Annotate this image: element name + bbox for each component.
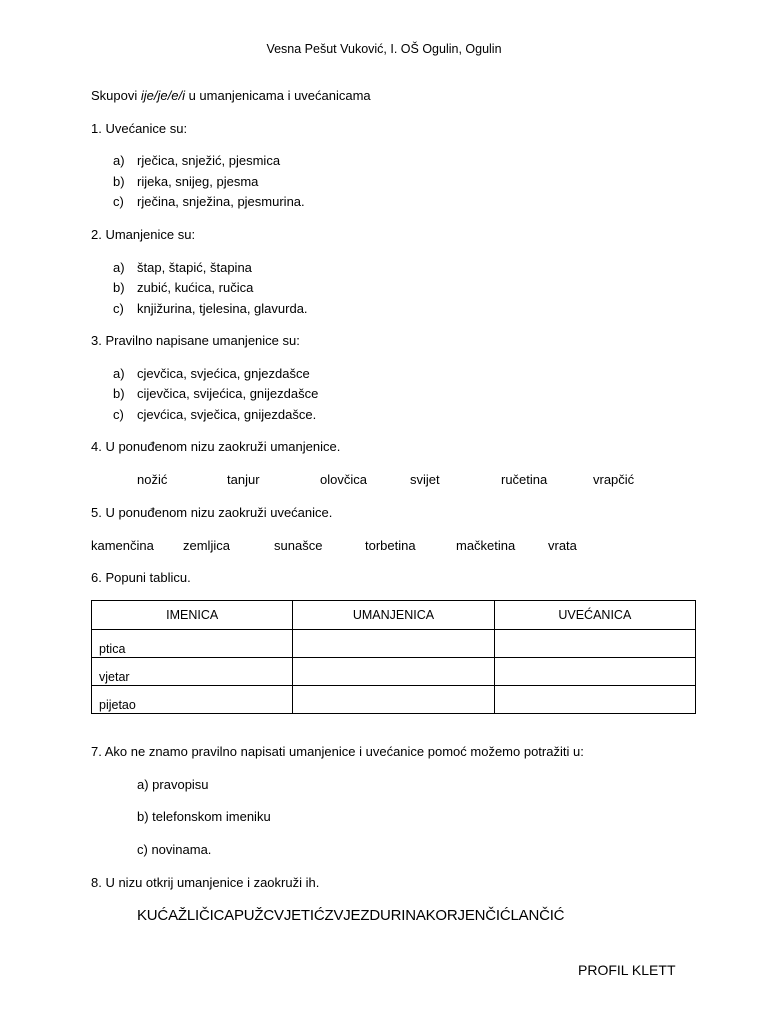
diminutive-cell[interactable]: [293, 686, 494, 714]
option-letter: a): [113, 366, 125, 381]
column-header-imenica: IMENICA: [92, 601, 293, 630]
option-letter: b): [113, 174, 125, 189]
option-text: rječica, snježić, pjesmica: [137, 153, 281, 168]
column-header-umanjenica: UMANJENICA: [293, 601, 494, 630]
title-prefix: Skupovi: [91, 88, 141, 103]
q2-option-c: [113, 301, 308, 316]
question-2: 2. Umanjenice su:: [91, 227, 196, 242]
option-letter: a): [113, 260, 125, 275]
table-header-row: [92, 601, 696, 630]
q3-option-b: [113, 386, 318, 401]
q7-option-c[interactable]: c) novinama.: [137, 842, 212, 857]
option-letter: c): [113, 407, 124, 422]
q5-word-row: [91, 538, 691, 556]
option-letter: a): [113, 153, 125, 168]
q5-word[interactable]: torbetina: [365, 538, 416, 553]
q2-option-b: [113, 280, 253, 295]
option-letter: b): [113, 280, 125, 295]
table-row: [92, 686, 696, 714]
q5-word[interactable]: mačketina: [456, 538, 516, 553]
option-letter: b): [113, 386, 125, 401]
question-3: 3. Pravilno napisane umanjenice su:: [91, 333, 300, 348]
q5-word[interactable]: kamenčina: [91, 538, 154, 553]
question-5: 5. U ponuđenom nizu zaokruži uvećanice.: [91, 505, 333, 520]
column-header-uvecanica: UVEĆANICA: [494, 601, 695, 630]
q5-word[interactable]: vrata: [548, 538, 577, 553]
q1-option-b: [113, 174, 258, 189]
question-8: 8. U nizu otkrij umanjenice i zaokruži ih.: [91, 875, 320, 890]
q1-option-a: [113, 153, 280, 168]
q4-word[interactable]: olovčica: [320, 472, 367, 487]
q1-option-c: [113, 194, 305, 209]
diminutive-cell[interactable]: [293, 658, 494, 686]
q4-word-row: [91, 472, 691, 490]
q4-word[interactable]: ručetina: [501, 472, 548, 487]
fill-in-table: [91, 600, 696, 714]
q7-option-a[interactable]: a) pravopisu: [137, 777, 209, 792]
noun-cell: vjetar: [92, 658, 293, 686]
q5-word[interactable]: sunašce: [274, 538, 323, 553]
question-7: 7. Ako ne znamo pravilno napisati umanjenice i uvećanice pomoć možemo potražiti u:: [91, 744, 584, 759]
letter-sequence[interactable]: KUĆAŽLIČICAPUŽCVJETIĆZVJEZDURINAKORJENČIĆLANČIĆ: [137, 907, 565, 924]
q3-option-a: [113, 366, 310, 381]
table-row: [92, 630, 696, 658]
page-header: Vesna Pešut Vuković, I. OŠ Ogulin, Ogulin: [266, 42, 502, 56]
diminutive-cell[interactable]: [293, 630, 494, 658]
option-text: knjižurina, tjelesina, glavurda.: [137, 301, 308, 316]
question-6: 6. Popuni tablicu.: [91, 570, 191, 585]
q2-option-a: [113, 260, 252, 275]
table-row: [92, 658, 696, 686]
option-text: cijevčica, svijećica, gnijezdašce: [137, 386, 319, 401]
augmentative-cell[interactable]: [494, 658, 695, 686]
q5-word[interactable]: zemljica: [183, 538, 230, 553]
option-text: zubić, kućica, ručica: [137, 280, 254, 295]
noun-cell: ptica: [92, 630, 293, 658]
title-suffix: u umanjenicama i uvećanicama: [184, 88, 371, 103]
q4-word[interactable]: svijet: [410, 472, 440, 487]
option-text: štap, štapić, štapina: [137, 260, 252, 275]
q4-word[interactable]: nožić: [137, 472, 168, 487]
augmentative-cell[interactable]: [494, 686, 695, 714]
option-text: rijeka, snijeg, pjesma: [137, 174, 259, 189]
question-4: 4. U ponuđenom nizu zaokruži umanjenice.: [91, 439, 341, 454]
title-emphasis: ije/je/e/i: [140, 88, 185, 103]
option-letter: c): [113, 194, 124, 209]
noun-cell: pijetao: [92, 686, 293, 714]
option-text: cjevćica, svječica, gnijezdašce.: [137, 407, 317, 422]
q4-word[interactable]: tanjur: [227, 472, 260, 487]
option-letter: c): [113, 301, 124, 316]
augmentative-cell[interactable]: [494, 630, 695, 658]
question-1: 1. Uvećanice su:: [91, 121, 188, 136]
option-text: rječina, snježina, pjesmurina.: [137, 194, 305, 209]
q4-word[interactable]: vrapčić: [593, 472, 635, 487]
option-text: cjevčica, svjećica, gnjezdašce: [137, 366, 310, 381]
worksheet-title: [91, 88, 371, 103]
q3-option-c: [113, 407, 316, 422]
publisher-footer: PROFIL KLETT: [578, 962, 676, 978]
q7-option-b[interactable]: b) telefonskom imeniku: [137, 809, 271, 824]
